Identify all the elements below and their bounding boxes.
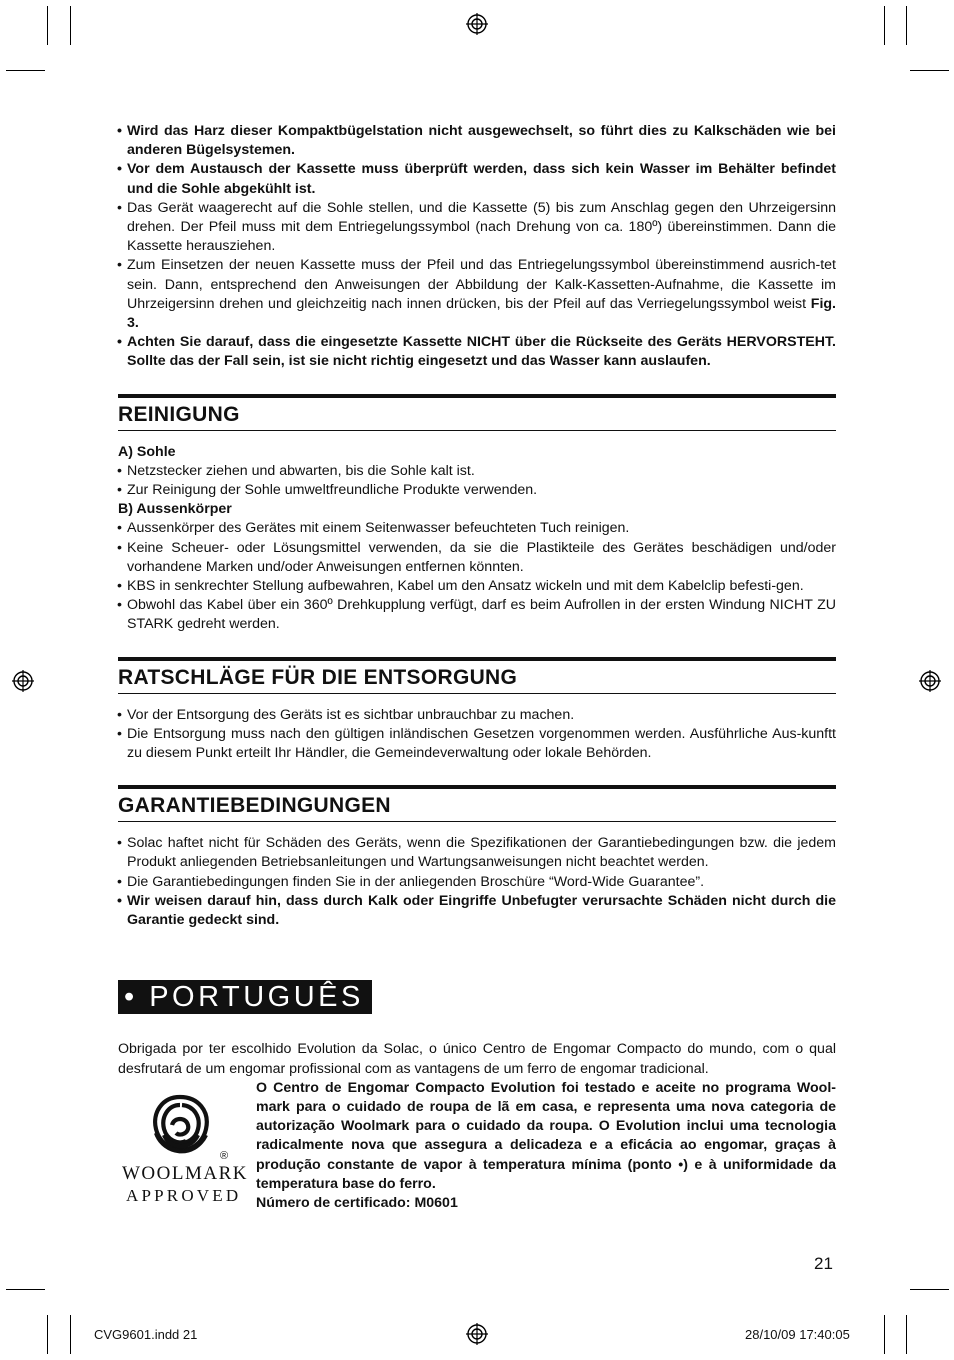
crop-mark [884, 6, 885, 45]
woolmark-block [118, 1079, 836, 1213]
list-item: • Solac haftet nicht für Schäden des Geräts, wenn die Spezifikationen der Garantiebedingungen bzw. die jedem Produkt anliegenden Betriebsanleitungen und Wartungsanweisungen nicht beachtet werden. [118, 834, 836, 872]
list-item: • Wir weisen darauf hin, dass durch Kalk oder Eingriffe Unbefugter verursachte Schäden nicht durch die Garantie gedeckt sind. [118, 892, 836, 930]
crop-mark [906, 1315, 907, 1354]
registration-mark-icon [466, 13, 488, 35]
crop-mark [47, 1315, 48, 1354]
section-header-garantie [118, 785, 836, 822]
list-item: • Achten Sie darauf, dass die eingesetzte Kassette NICHT über die Rückseite des Geräts HERVORSTEHT. Sollte das der Fall sein, ist sie nicht richtig eingesetzt und das Wasser kann auslaufen. [118, 333, 836, 371]
list-item: • Die Garantiebedingungen finden Sie in der anliegenden Broschüre “Word-Wide Guarantee”. [118, 873, 836, 892]
page-number: 21 [814, 1254, 833, 1273]
list-item: • Das Gerät waagerecht auf die Sohle stellen, und die Kassette (5) bis zum Anschlag gegen den Uhrzeigersinn drehen. Der Pfeil muss mit dem Entriegelungssymbol (nach Drehung von ca. 180º) übereinstimmen. Dann die Kassette herausziehen. [118, 199, 836, 257]
list-item [118, 256, 836, 333]
list-item: • Netzstecker ziehen und abwarten, bis die Sohle kalt ist. [118, 462, 836, 481]
subsection-title: A) Sohle [118, 443, 176, 460]
page-content [118, 122, 836, 1213]
footer-filename: CVG9601.indd 21 [94, 1327, 198, 1342]
certificate-number: Número de certificado: M0601 [256, 1194, 458, 1211]
intro-paragraph: Obrigada por ter escolhido Evolution da Solac, o único Centro de Engomar Compacto do mundo, com o qual desfrutará de um engomar profissional com as vantagens de um ferro de engomar tradicional. [118, 1041, 836, 1077]
crop-mark [70, 6, 71, 45]
list-item: • Aussenkörper des Gerätes mit einem Seitenwasser befeuchteten Tuch reinigen. [118, 519, 836, 538]
section-title: GARANTIEBEDINGUNGEN [118, 794, 391, 818]
registered-mark: ® [220, 1149, 229, 1162]
crop-mark [6, 1289, 45, 1290]
woolmark-text [256, 1079, 836, 1213]
list-item: • Vor dem Austausch der Kassette muss überprüft werden, dass sich kein Wasser im Behälter befindet und die Sohle abgekühlt ist. [118, 160, 836, 198]
list-item-text: Zum Einsetzen der neuen Kassette muss der Pfeil und das Entriegelungssymbol übereinstimmend ausrich-tet sein. Dann, entsprechend den Anweisungen der Abbildung der Kalk-Kassetten-Aufnahme, die Kassette im Uhrzeigersinn drehen und gleichzeitig nach innen drücken, bis der Pfeil auf das Verriegelungssymbol weist [127, 257, 836, 312]
section-title: RATSCHLÄGE FÜR DIE ENTSORGUNG [118, 665, 518, 689]
woolmark-wordmark: WOOLMARK [122, 1162, 248, 1184]
crop-mark [6, 70, 45, 71]
list-item: • Vor der Entsorgung des Geräts ist es sichtbar unbrauchbar zu machen. [118, 706, 836, 725]
section-header-reinigung [118, 394, 836, 431]
list-item: • KBS in senkrechter Stellung aufbewahren, Kabel um den Ansatz wickeln und mit dem Kabelclip befesti-gen. [118, 577, 836, 596]
list-item: • Zur Reinigung der Sohle umweltfreundliche Produkte verwenden. [118, 481, 836, 500]
crop-mark [884, 1315, 885, 1354]
crop-mark [47, 6, 48, 45]
language-heading: • PORTUGUÊS [118, 980, 372, 1014]
list-item: • Keine Scheuer- oder Lösungsmittel verwenden, da sie die Plastikteile des Gerätes beschädigen und/oder vorhandene Marken und/oder Anweisungen entfernen könnten. [118, 539, 836, 577]
woolmark-paragraph: O Centro de Engomar Compacto Evolution foi testado e aceite no programa Wool-mark para o cuidado de roupa de lã em casa, e representa uma nova categoria de autorização Woolmark para o cuidado da roupa. O Evolution inclui uma tecnologia radicalmente nova que assegura a delicadeza e a eficácia ao engomar, graças à produção constante de vapor à temperatura mínima (ponto •) e à uniformidade da temperatura base do ferro. [256, 1079, 836, 1192]
crop-mark [70, 1315, 71, 1354]
list-item: • Obwohl das Kabel über ein 360º Drehkupplung verfügt, darf es beim Aufrollen in der ersten Windung NICHT ZU STARK gedreht werden. [118, 596, 836, 634]
woolmark-symbol-icon [142, 1089, 218, 1163]
woolmark-logo [118, 1079, 256, 1209]
section-title: REINIGUNG [118, 402, 240, 426]
woolmark-approved: APPROVED [126, 1185, 242, 1205]
section-header-entsorgung [118, 657, 836, 694]
crop-mark [910, 70, 949, 71]
crop-mark [906, 6, 907, 45]
footer-timestamp: 28/10/09 17:40:05 [745, 1327, 850, 1342]
list-item: • Wird das Harz dieser Kompaktbügelstation nicht ausgewechselt, so führt dies zu Kalkschäden wie bei anderen Bügelsystemen. [118, 122, 836, 160]
crop-mark [910, 1289, 949, 1290]
figure-reference: Fig. 3. [127, 295, 837, 332]
registration-mark-icon [12, 670, 34, 692]
list-item: • Die Entsorgung muss nach den gültigen inländischen Gesetzen vorgenommen werden. Ausführliche Aus-kunftt zu diesem Punkt erteilt Ihr Händler, die Gemeindeverwaltung oder lokale Behörden. [118, 725, 836, 763]
subsection-title: B) Aussenkörper [118, 501, 232, 518]
registration-mark-icon [919, 670, 941, 692]
registration-mark-icon [466, 1323, 488, 1345]
